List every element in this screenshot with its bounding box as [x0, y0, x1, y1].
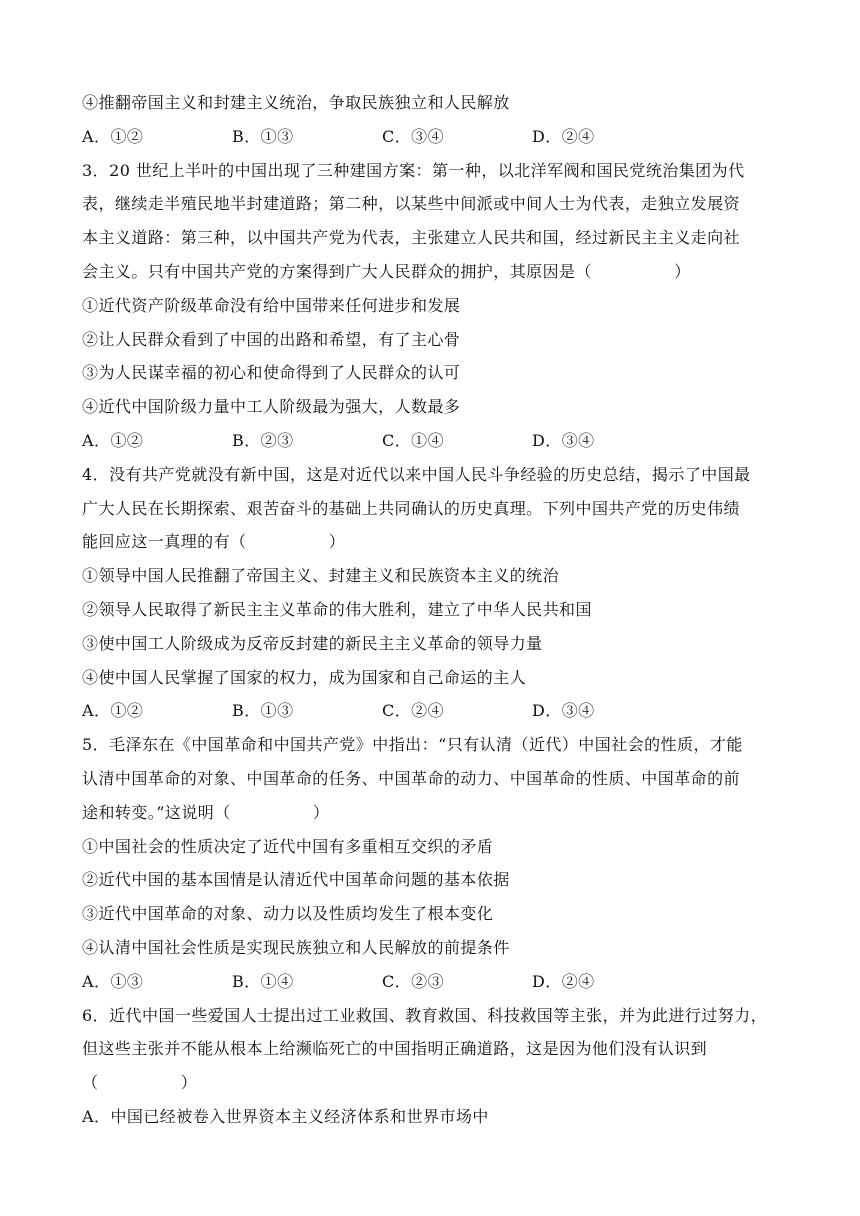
q2-option-c: C．③④ [382, 126, 445, 146]
q3-option-b: B．②③ [232, 430, 294, 450]
q4-option-a: A．①② [82, 701, 144, 721]
q4-statement-1: ①领导中国人民推翻了帝国主义、封建主义和民族资本主义的统治 [82, 566, 560, 586]
q4-option-b: B．①③ [232, 701, 294, 721]
q3-stem-line: 本主义道路：第三种，以中国共产党为代表，主张建立人民共和国，经过新民主主义走向社 [82, 228, 741, 248]
q5-option-b: B．①④ [232, 971, 294, 991]
q3-options [82, 424, 798, 458]
q2-options [82, 120, 798, 154]
q6-stem-line: 但这些主张并不能从根本上给濒临死亡的中国指明正确道路，这是因为他们没有认识到 [82, 1039, 708, 1059]
q6-stem [82, 999, 798, 1100]
q2-option-b: B．①③ [232, 126, 294, 146]
q5-stem-line: 5．毛泽东在《中国革命和中国共产党》中指出：“只有认清（近代）中国社会的性质，才能 [82, 735, 743, 755]
q3-statement-2: ②让人民群众看到了中国的出路和希望，有了主心骨 [82, 329, 461, 349]
q4-option-c: C．②④ [382, 701, 445, 721]
q5-options [82, 965, 798, 999]
q4-stem-line: 广大人民在长期探索、艰苦奋斗的基础上共同确认的历史真理。下列中国共产党的历史伟绩 [82, 498, 741, 518]
q3-statement-4: ④近代中国阶级力量中工人阶级最为强大，人数最多 [82, 397, 461, 417]
q3-statement-1: ①近代资产阶级革命没有给中国带来任何进步和发展 [82, 295, 461, 315]
q5-stem-line: 途和转变。”这说明（ ） [82, 802, 330, 822]
q3-stem-line: 3．20 世纪上半叶的中国出现了三种建国方案：第一种，以北洋军阀和国民党统治集团为代 [82, 160, 745, 180]
q6-option-a: A．中国已经被卷入世界资本主义经济体系和世界市场中 [82, 1106, 489, 1126]
q5-option-d: D．②④ [532, 971, 595, 991]
q4-stem-line: 4．没有共产党就没有新中国，这是对近代以来中国人民斗争经验的历史总结，揭示了中国最 [82, 464, 751, 484]
q5-statement-3: ③近代中国革命的对象、动力以及性质均发生了根本变化 [82, 904, 494, 924]
q5-option-c: C．②③ [382, 971, 445, 991]
q4-stem-line: 能回应这一真理的有（ ） [82, 532, 346, 552]
q5-statement-2: ②近代中国的基本国情是认清近代中国革命问题的基本依据 [82, 870, 510, 890]
q5-stem-line: 认清中国革命的对象、中国革命的任务、中国革命的动力、中国革命的性质、中国革命的前 [82, 768, 741, 788]
q2-option-a: A．①② [82, 126, 144, 146]
q4-statement-3: ③使中国工人阶级成为反帝反封建的新民主主义革命的领导力量 [82, 633, 543, 653]
q5-statement-4: ④认清中国社会性质是实现民族独立和人民解放的前提条件 [82, 937, 510, 957]
q4-stem [82, 458, 798, 559]
q3-option-d: D．③④ [532, 430, 595, 450]
q2-option-d: D．②④ [532, 126, 595, 146]
q3-stem-line: 表，继续走半殖民地半封建道路；第二种，以某些中间派或中间人士为代表，走独立发展资 [82, 194, 741, 214]
q2-statement-4: ④推翻帝国主义和封建主义统治，争取民族独立和人民解放 [82, 93, 510, 112]
q3-stem-line: 会主义。只有中国共产党的方案得到广大人民群众的拥护，其原因是（ ） [82, 261, 691, 281]
q6-stem-line: （ ） [82, 1073, 198, 1093]
q6-stem-line: 6．近代中国一些爱国人士提出过工业救国、教育救国、科技救国等主张，并为此进行过努力， [82, 1005, 768, 1025]
q3-statement-3: ③为人民谋幸福的初心和使命得到了人民群众的认可 [82, 363, 461, 383]
q4-options [82, 694, 798, 728]
q3-option-c: C．①④ [382, 430, 445, 450]
q4-statement-4: ④使中国人民掌握了国家的权力，成为国家和自己命运的主人 [82, 667, 527, 687]
q5-statement-1: ①中国社会的性质决定了近代中国有多重相互交织的矛盾 [82, 836, 494, 856]
q5-stem [82, 728, 798, 829]
q4-option-d: D．③④ [532, 701, 595, 721]
q5-option-a: A．①③ [82, 971, 144, 991]
q3-stem [82, 154, 798, 289]
q3-option-a: A．①② [82, 430, 144, 450]
q4-statement-2: ②领导人民取得了新民主主义革命的伟大胜利，建立了中华人民共和国 [82, 599, 592, 619]
